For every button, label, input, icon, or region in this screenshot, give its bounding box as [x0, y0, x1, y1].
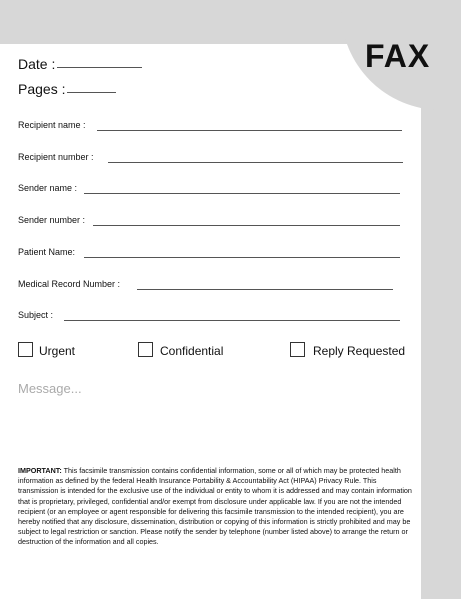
- patient-name-field[interactable]: [84, 257, 400, 258]
- notice-heading: IMPORTANT:: [18, 466, 62, 475]
- recipient-number-field[interactable]: [108, 162, 403, 163]
- pages-field[interactable]: [67, 92, 116, 93]
- medical-record-number-label: Medical Record Number :: [18, 279, 121, 289]
- medical-record-number-field[interactable]: [137, 289, 393, 290]
- sender-name-field[interactable]: [84, 193, 400, 194]
- date-label: Date :: [18, 56, 56, 72]
- sender-number-label: Sender number :: [18, 215, 86, 225]
- sender-name-label: Sender name :: [18, 183, 78, 193]
- confidentiality-notice: [18, 466, 416, 548]
- urgent-label: Urgent: [39, 344, 76, 358]
- subject-label: Subject :: [18, 310, 54, 320]
- reply-requested-checkbox[interactable]: [290, 342, 305, 357]
- confidential-checkbox[interactable]: [138, 342, 153, 357]
- message-field[interactable]: Message...: [18, 381, 82, 396]
- urgent-checkbox[interactable]: [18, 342, 33, 357]
- reply-requested-label: Reply Requested: [313, 344, 406, 358]
- pages-label: Pages :: [18, 81, 66, 97]
- recipient-name-label: Recipient name :: [18, 120, 86, 130]
- date-field[interactable]: [57, 67, 142, 68]
- patient-name-label: Patient Name:: [18, 247, 76, 257]
- recipient-number-label: Recipient number :: [18, 152, 94, 162]
- confidential-label: Confidential: [160, 344, 224, 358]
- fax-title: FAX: [365, 38, 431, 74]
- sender-number-field[interactable]: [93, 225, 400, 226]
- notice-text: This facsimile transmission contains confidential information, some or all of which may be protected health information as defined by the federal Health Insurance Portability & Accountability Act (HIPAA) Privacy Rule. This transmission is intended for the exclusive use of the individual or entity to whom it is addressed and may contain information that is proprietary, privileged, confidential and/or exempt from disclosure under applicable law. If you are not the intended recipient (or an employee or agent responsible for delivering this facsimile transmission to the intended recipient), you are hereby notified that any disclosure, dissemination, distribution or copying of this information is strictly prohibited and may be subject to legal restriction or sanction. Please notify the sender by telephone (number listed above) to arrange the return or destruction of the information and all copies.: [18, 466, 412, 547]
- subject-field[interactable]: [64, 320, 400, 321]
- recipient-name-field[interactable]: [97, 130, 402, 131]
